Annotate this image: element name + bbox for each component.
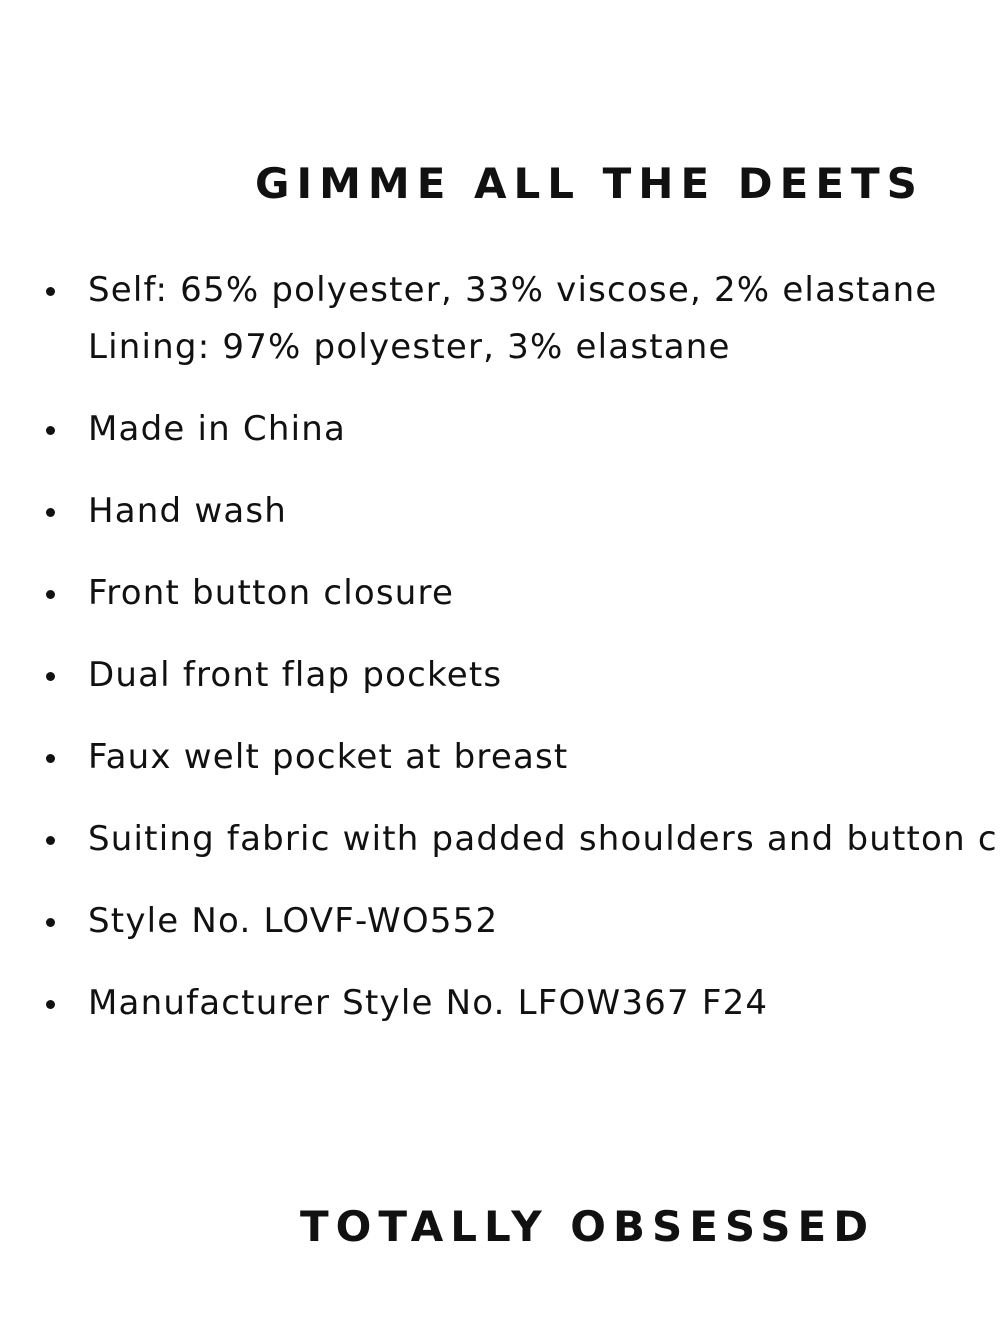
detail-text: Style No. LOVF-WO552 bbox=[88, 901, 499, 941]
detail-item-welt-pocket bbox=[0, 733, 1000, 782]
detail-text: Front button closure bbox=[88, 573, 455, 613]
detail-item-closure bbox=[0, 569, 1000, 618]
detail-item-fabric-description bbox=[0, 815, 1000, 864]
bullet-icon bbox=[46, 590, 55, 599]
detail-text: Manufacturer Style No. LFOW367 F24 bbox=[88, 983, 769, 1023]
detail-item-style-number bbox=[0, 897, 1000, 946]
bullet-icon bbox=[46, 508, 55, 517]
product-details-list bbox=[0, 258, 1000, 1061]
detail-item-fabric bbox=[0, 266, 1000, 372]
bullet-icon bbox=[46, 918, 55, 927]
bullet-icon bbox=[46, 754, 55, 763]
detail-text-self-fabric: Self: 65% polyester, 33% viscose, 2% elastane bbox=[88, 270, 938, 310]
detail-item-pockets bbox=[0, 651, 1000, 700]
totally-obsessed-heading: TOTALLY OBSESSED bbox=[300, 1202, 876, 1251]
bullet-icon bbox=[46, 672, 55, 681]
detail-item-care bbox=[0, 487, 1000, 536]
detail-item-manufacturer-style bbox=[0, 979, 1000, 1028]
detail-text: Suiting fabric with padded shoulders and button c bbox=[88, 819, 998, 859]
detail-item-origin bbox=[0, 405, 1000, 454]
bullet-icon bbox=[46, 836, 55, 845]
bullet-icon bbox=[46, 426, 55, 435]
detail-text: Faux welt pocket at breast bbox=[88, 737, 569, 777]
detail-text: Hand wash bbox=[88, 491, 288, 531]
detail-text-lining-fabric: Lining: 97% polyester, 3% elastane bbox=[88, 327, 731, 367]
details-heading: GIMME ALL THE DEETS bbox=[255, 159, 924, 208]
bullet-icon bbox=[46, 1000, 55, 1009]
detail-text: Made in China bbox=[88, 409, 346, 449]
detail-text: Dual front flap pockets bbox=[88, 655, 503, 695]
bullet-icon bbox=[46, 287, 55, 296]
